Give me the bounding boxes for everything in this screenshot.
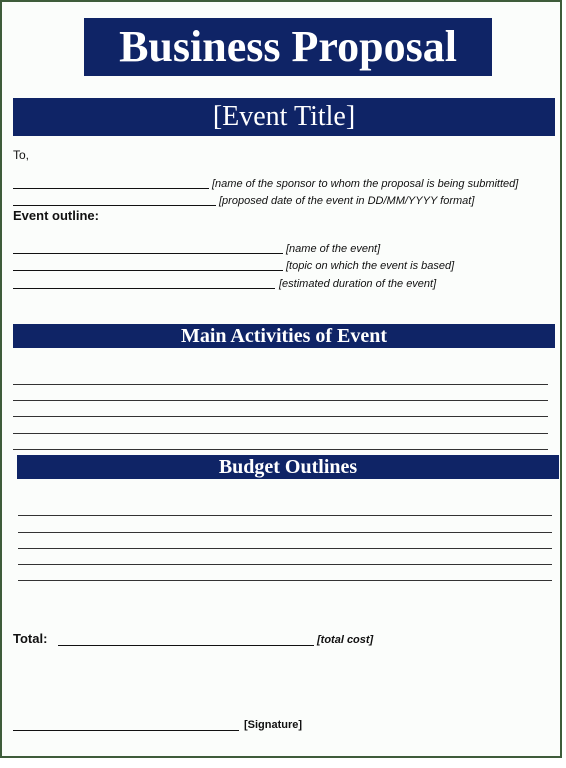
event-name-blank[interactable] (13, 253, 283, 254)
activity-line[interactable] (13, 449, 548, 450)
total-hint: [total cost] (317, 634, 374, 646)
activity-line[interactable] (13, 400, 548, 401)
budget-line[interactable] (18, 580, 552, 581)
activity-line[interactable] (13, 416, 548, 417)
sponsor-blank[interactable] (13, 188, 209, 189)
signature-hint: [Signature] (244, 719, 303, 731)
event-outline-label: Event outline: (13, 208, 99, 223)
event-duration-hint: [estimated duration of the event] (279, 278, 437, 290)
document-title: Business Proposal (84, 18, 492, 76)
signature-blank[interactable] (13, 730, 239, 731)
budget-line[interactable] (18, 532, 552, 533)
sponsor-hint: [name of the sponsor to whom the proposal is being submitted] (212, 178, 519, 190)
to-label: To, (13, 148, 30, 162)
event-topic-hint: [topic on which the event is based] (286, 260, 455, 272)
activities-heading: Main Activities of Event (13, 324, 555, 348)
date-blank[interactable] (13, 205, 216, 206)
activity-line[interactable] (13, 384, 548, 385)
budget-heading: Budget Outlines (17, 455, 559, 479)
budget-line[interactable] (18, 548, 552, 549)
total-blank[interactable] (58, 645, 314, 646)
event-duration-blank[interactable] (13, 288, 275, 289)
event-topic-blank[interactable] (13, 270, 283, 271)
date-hint: [proposed date of the event in DD/MM/YYYY format] (219, 195, 475, 207)
budget-line[interactable] (18, 564, 552, 565)
budget-line[interactable] (18, 515, 552, 516)
activity-line[interactable] (13, 433, 548, 434)
event-title-banner: [Event Title] (13, 98, 555, 136)
total-label: Total: (13, 631, 48, 646)
event-name-hint: [name of the event] (286, 243, 381, 255)
